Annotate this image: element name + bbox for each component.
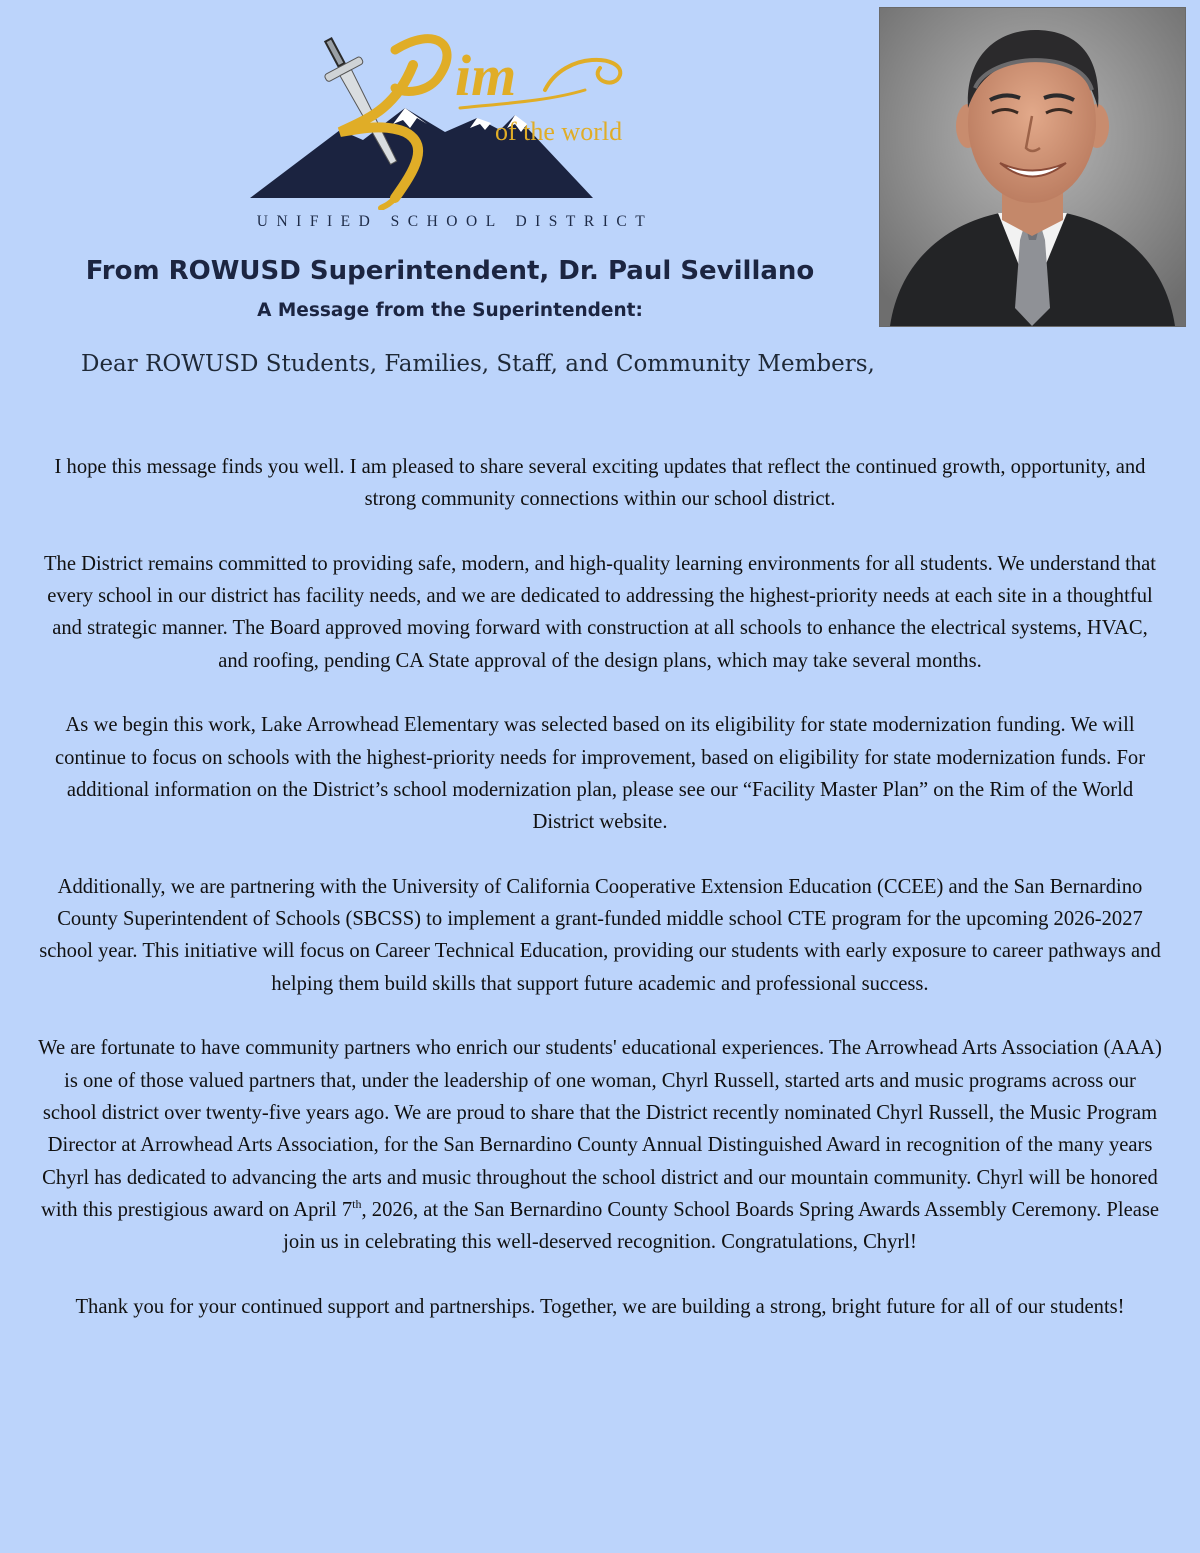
superintendent-photo <box>879 7 1186 327</box>
page-title: From ROWUSD Superintendent, Dr. Paul Sevillano <box>85 256 815 286</box>
logo-caption: UNIFIED SCHOOL DISTRICT <box>256 213 654 230</box>
ordinal-suffix: th <box>352 1196 362 1211</box>
letter-paragraph: Additionally, we are partnering with the University of California Cooperative Extension Education (CCEE) and the San Bernardino County Superintendent of Schools (SBCSS) to implement a grant-funded middle school CTE program for the upcoming 2026-2027 school year. This initiative will focus on Career Technical Education, providing our students with early exposure to career pathways and helping them build skills that support future academic and professional success. <box>39 875 1161 995</box>
logo-graphic <box>245 20 665 210</box>
district-logo <box>245 20 665 245</box>
letter-salutation: Dear ROWUSD Students, Families, Staff, and Community Members, <box>81 351 875 377</box>
letter-paragraph: I hope this message finds you well. I am pleased to share several exciting updates that reflect the continued growth, opportunity, and strong community connections within our school district. <box>54 456 1146 511</box>
letter-paragraph: The District remains committed to providing safe, modern, and high-quality learning environments for all students. We understand that every school in our district has facility needs, and we are dedicated to addressing the highest-priority needs at each site in a thoughtful and strategic manner. The Board approved moving forward with construction at all schools to enhance the electrical systems, HVAC, and roofing, pending CA State approval of the design plans, which may take several months. <box>43 552 1157 672</box>
letter-closing: Thank you for your continued support and partnerships. Together, we are building a strong, bright future for all of our students! <box>75 1295 1125 1318</box>
portrait-image <box>880 8 1185 326</box>
award-text-end: , 2026, at the San Bernardino County School Boards Spring Awards Assembly Ceremony. Please join us in celebrating this well-deserved recognition. Congratulations, Chyrl! <box>283 1198 1160 1254</box>
award-text-start: We are fortunate to have community partners who enrich our students' educational experiences. The Arrowhead Arts Association (AAA) is one of those valued partners that, under the leadership of one woman, Chyrl Russell, started arts and music programs across our school district over twenty-five years ago. We are proud to share that the District recently nominated Chyrl Russell, the Music Program Director at Arrowhead Arts Association, for the San Bernardino County Annual Distinguished Award in recognition of the many years Chyrl has dedicated to advancing the arts and music throughout the school district and our mountain community. Chyrl will be honored with this prestigious award on April 7 <box>38 1037 1162 1221</box>
letter-paragraph-award <box>38 1032 1162 1258</box>
letter-paragraph: As we begin this work, Lake Arrowhead Elementary was selected based on its eligibility for state modernization funding. We will continue to focus on schools with the highest-priority needs for improvement, based on eligibility for state modernization funds. For additional information on the District’s school modernization plan, please see our “Facility Master Plan” on the Rim of the World District website. <box>54 714 1146 834</box>
logo-tagline: of the world <box>495 117 623 146</box>
letter-body <box>38 451 1162 1323</box>
logo-wordmark: im <box>455 43 517 108</box>
page-subtitle: A Message from the Superintendent: <box>257 300 643 321</box>
